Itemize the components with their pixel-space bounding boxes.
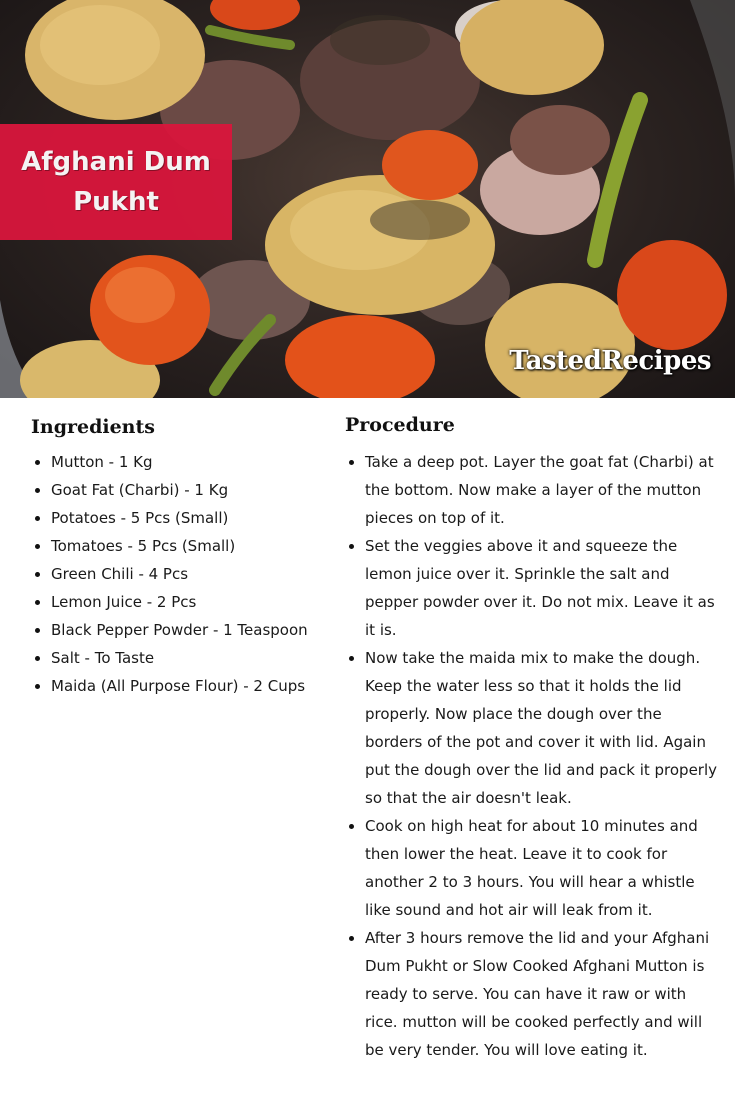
ingredient-item: Potatoes - 5 Pcs (Small) [31, 504, 331, 532]
hero-image [0, 0, 735, 398]
procedure-step: Take a deep pot. Layer the goat fat (Charbi) at the bottom. Now make a layer of the mutton pieces on top of it. [345, 448, 717, 532]
procedure-step: Cook on high heat for about 10 minutes and then lower the heat. Leave it to cook for another 2 to 3 hours. You will hear a whistle like sound and hot air will leak from it. [345, 812, 717, 924]
procedure-step: After 3 hours remove the lid and your Afghani Dum Pukht or Slow Cooked Afghani Mutton is ready to serve. You can have it raw or with rice. mutton will be cooked perfectly and will be very tender. You will love eating it. [345, 924, 717, 1064]
ingredient-item: Salt - To Taste [31, 644, 331, 672]
ingredient-item: Tomatoes - 5 Pcs (Small) [31, 532, 331, 560]
ingredients-list [31, 448, 331, 700]
recipe-title-banner [0, 124, 232, 240]
ingredients-heading: Ingredients [31, 416, 155, 438]
ingredients-section [31, 412, 331, 700]
brand-watermark: TastedRecipes [509, 346, 711, 376]
procedure-list [345, 448, 717, 1064]
procedure-heading: Procedure [345, 414, 455, 436]
procedure-section [345, 410, 717, 1064]
ingredient-item: Black Pepper Powder - 1 Teaspoon [31, 616, 331, 644]
procedure-step: Set the veggies above it and squeeze the lemon juice over it. Sprinkle the salt and pepper powder over it. Do not mix. Leave it as it is. [345, 532, 717, 644]
recipe-title: Afghani Dum Pukht [21, 147, 211, 217]
ingredient-item: Maida (All Purpose Flour) - 2 Cups [31, 672, 331, 700]
ingredient-item: Lemon Juice - 2 Pcs [31, 588, 331, 616]
ingredient-item: Green Chili - 4 Pcs [31, 560, 331, 588]
ingredient-item: Mutton - 1 Kg [31, 448, 331, 476]
procedure-step: Now take the maida mix to make the dough. Keep the water less so that it holds the lid properly. Now place the dough over the borders of the pot and cover it with lid. Again put the dough over the lid and pack it properly so that the air doesn't leak. [345, 644, 717, 812]
recipe-content [0, 398, 735, 1102]
ingredient-item: Goat Fat (Charbi) - 1 Kg [31, 476, 331, 504]
